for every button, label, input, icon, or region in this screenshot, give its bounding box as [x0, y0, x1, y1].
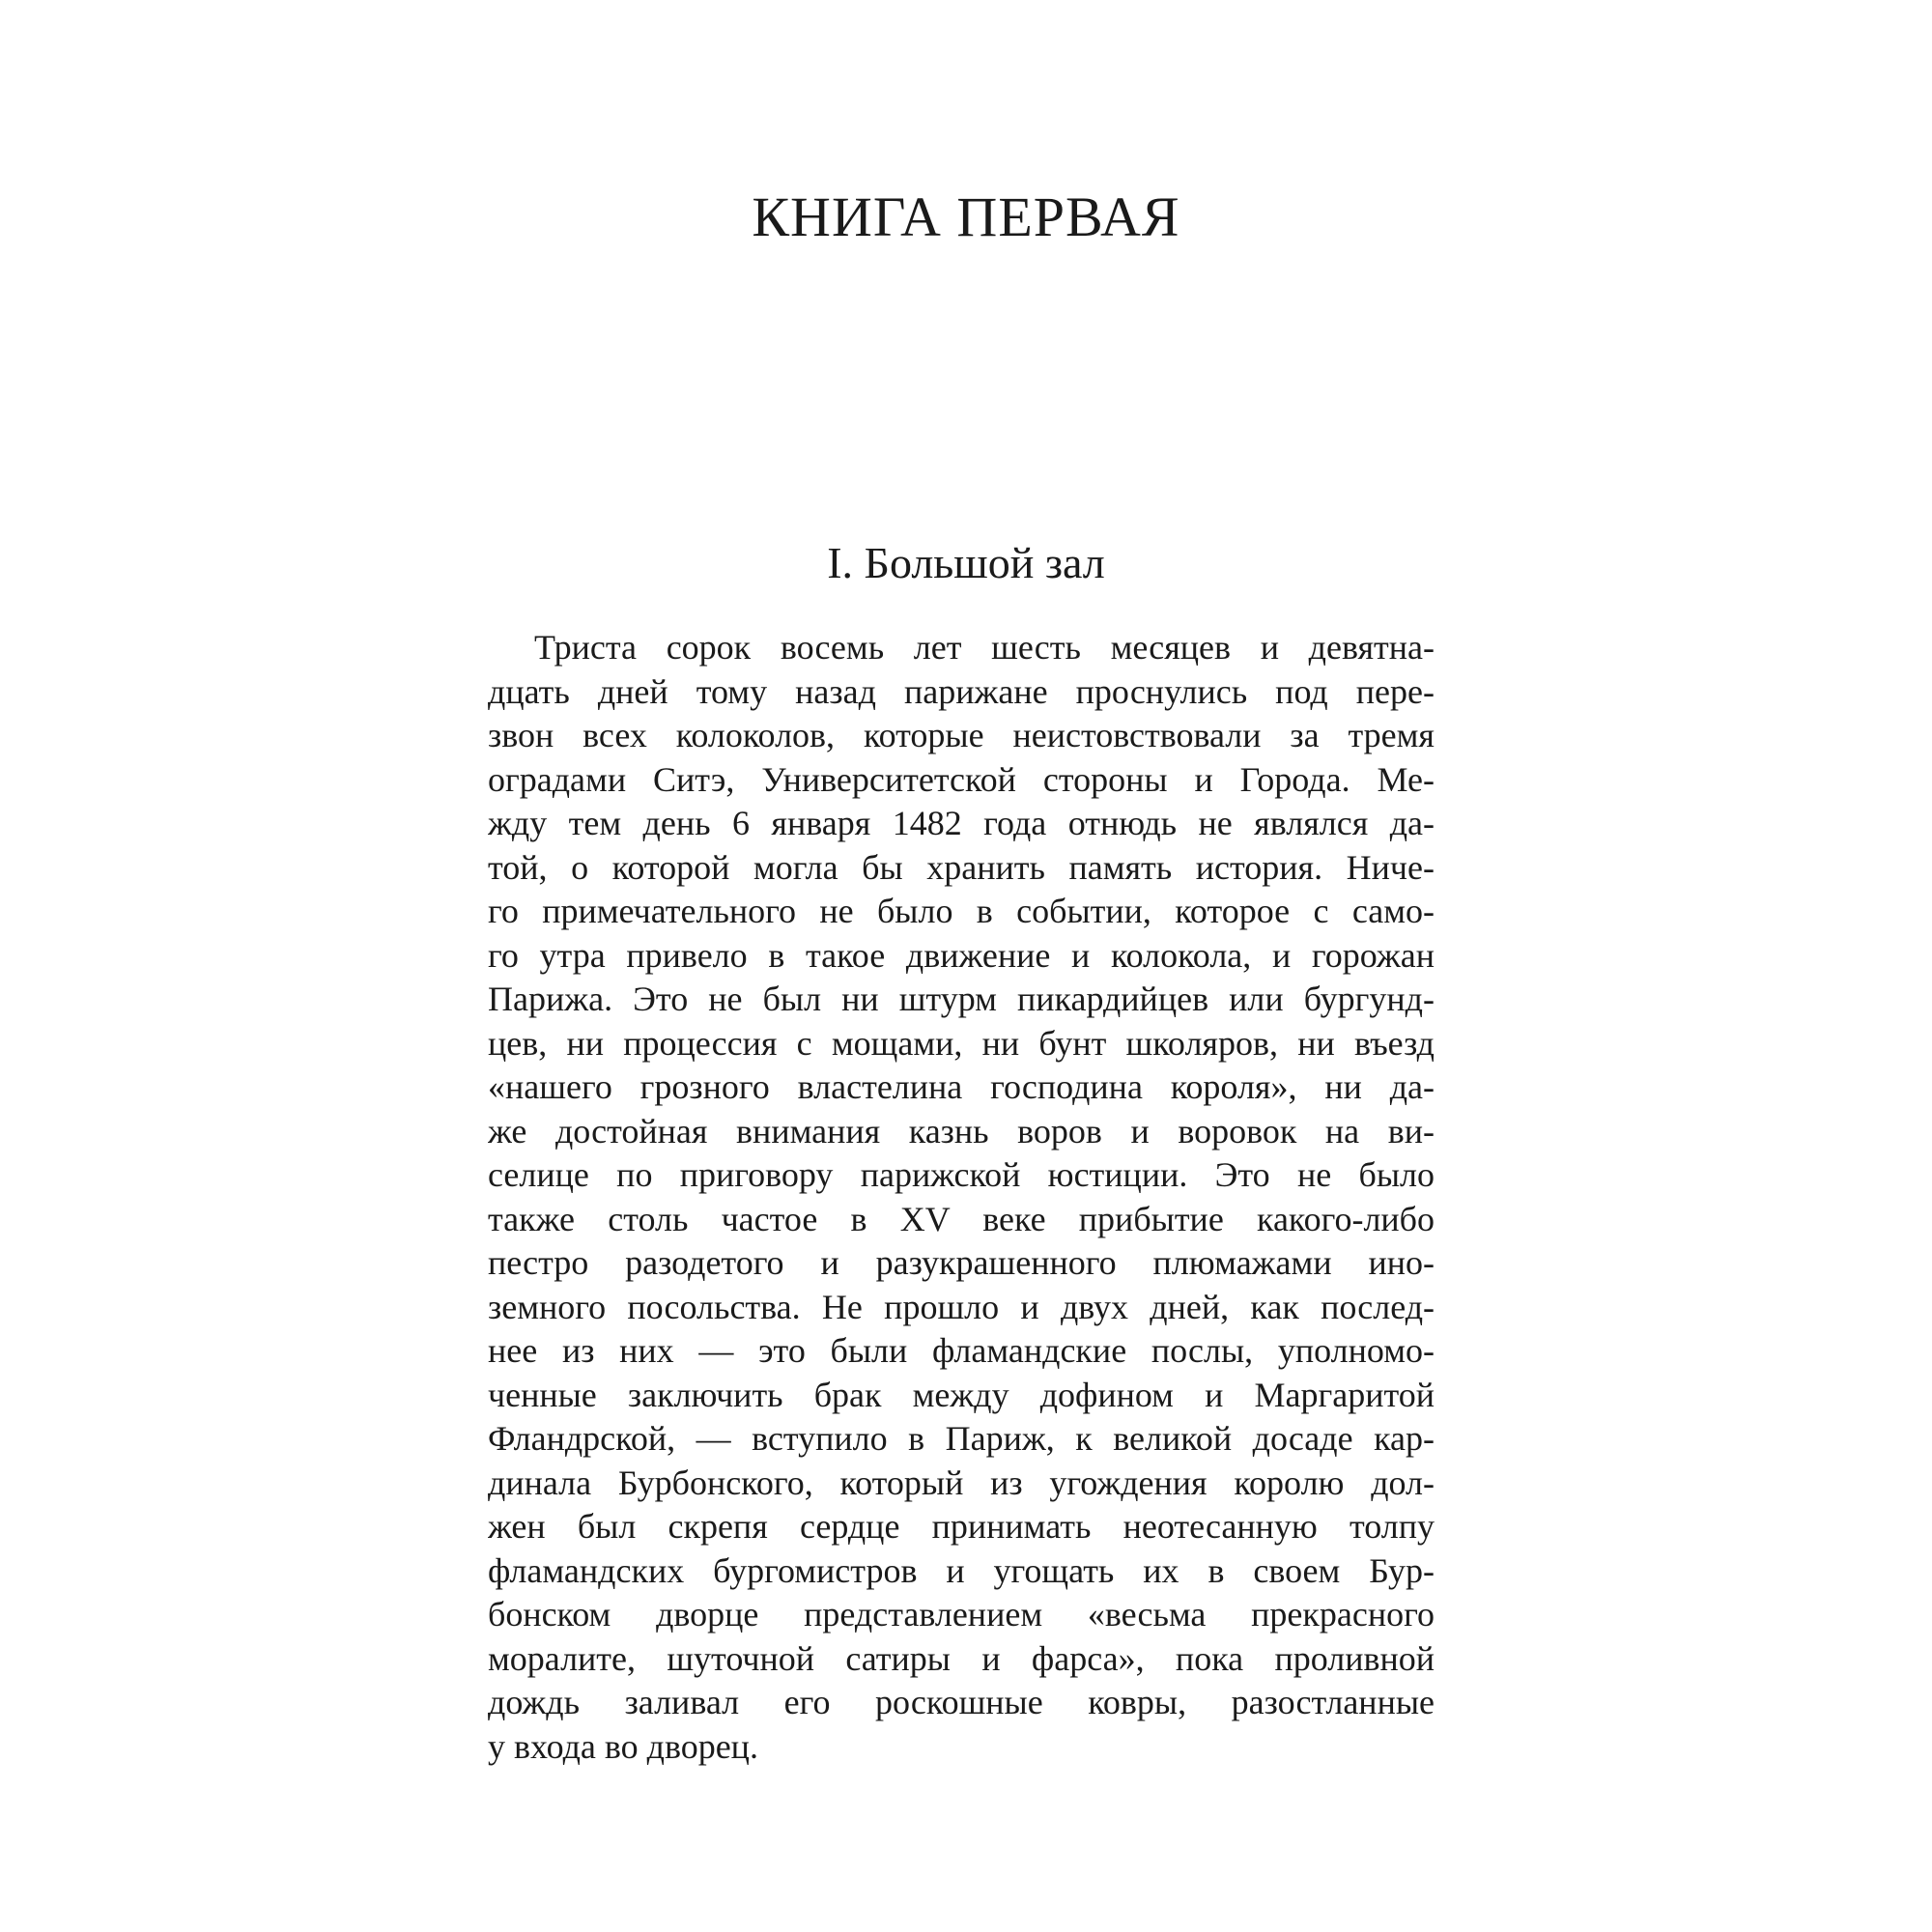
body-line: селице по приговору парижской юстиции. Это не было — [488, 1155, 1435, 1194]
body-line: той, о которой могла бы хранить память история. Ниче- — [488, 847, 1435, 887]
body-line: ченные заключить брак между дофином и Маргаритой — [488, 1375, 1435, 1414]
body-line: звон всех колоколов, которые неистовствовали за тремя — [488, 716, 1435, 754]
body-line: также столь частое в XV веке прибытие какого-либо — [488, 1199, 1435, 1238]
body-line: моралите, шуточной сатиры и фарса», пока проливной — [488, 1638, 1435, 1678]
body-line: нее из них — это были фламандские послы, уполномо- — [488, 1331, 1435, 1370]
body-line: го утра привело в такое движение и колокола, и горожан — [488, 935, 1435, 975]
body-line: фламандских бургомистров и угощать их в своем Бур- — [488, 1550, 1435, 1590]
body-line: дцать дней тому назад парижане проснулись под пере- — [488, 671, 1435, 711]
body-line: земного посольства. Не прошло и двух дней, как послед- — [488, 1287, 1435, 1326]
body-line: го примечательного не было в событии, которое с само- — [488, 892, 1435, 930]
body-line: динала Бурбонского, который из угождения королю дол- — [488, 1463, 1435, 1502]
body-line: «нашего грозного властелина господина короля», ни да- — [488, 1067, 1435, 1106]
body-line: Триста сорок восемь лет шесть месяцев и девятна- — [534, 628, 1435, 667]
body-line: жду тем день 6 января 1482 года отнюдь не являлся да- — [488, 804, 1435, 842]
body-line: у входа во дворец. — [488, 1726, 758, 1766]
body-line: дождь заливал его роскошные ковры, разостланные — [488, 1683, 1435, 1721]
body-line: Парижа. Это не был ни штурм пикардийцев или бургунд- — [488, 980, 1435, 1018]
body-line: оградами Ситэ, Университетской стороны и Города. Ме- — [488, 759, 1435, 799]
body-line: Фландрской, — вступило в Париж, к великой досаде кар- — [488, 1419, 1435, 1458]
body-line: жен был скрепя сердце принимать неотесанную толпу — [488, 1507, 1435, 1546]
book-title: КНИГА ПЕРВАЯ — [752, 185, 1180, 248]
chapter-body — [488, 626, 1435, 1769]
body-line: бонском дворце представлением «весьма прекрасного — [488, 1595, 1435, 1634]
body-line: пестро разодетого и разукрашенного плюмажами ино- — [488, 1243, 1435, 1282]
body-line: же достойная внимания казнь воров и воровок на ви- — [488, 1111, 1435, 1151]
chapter-title: I. Большой зал — [827, 538, 1105, 587]
body-line: цев, ни процессия с мощами, ни бунт школяров, ни въезд — [488, 1023, 1435, 1063]
